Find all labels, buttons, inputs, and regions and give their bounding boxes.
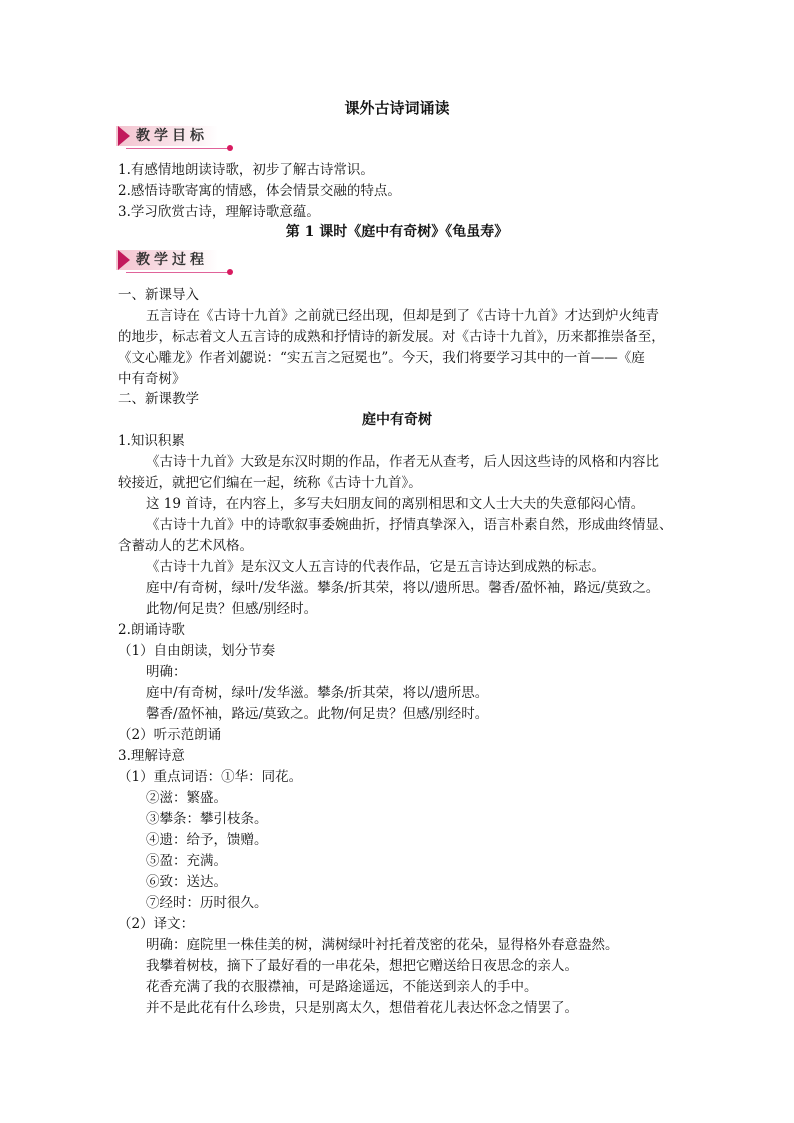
banner-label: 教学过程 [136,252,208,268]
banner-label: 教学目标 [136,128,208,144]
paragraph-line: 中有奇树》 [118,371,186,387]
translation-line: 并不是此花有什么珍贵，只是别离太久，想借着花儿表达怀念之情罢了。 [146,1000,578,1016]
paragraph-line: 《古诗十九首》是东汉文人五言诗的代表作品，它是五言诗达到成熟的标志。 [146,559,605,575]
list-item: （2）译文： [118,916,195,932]
teaching-process-banner [116,248,232,274]
teaching-goals-banner [116,124,232,150]
subsection-heading: 3.理解诗意 [118,748,185,764]
page-title: 课外古诗词诵读 [344,99,450,117]
translation-line: 我攀着树枝，摘下了最好看的一串花朵，想把它赠送给日夜思念的亲人。 [146,958,578,974]
word-definition: ②滋：繁盛。 [146,790,227,806]
list-item: （1）自由朗读，划分节奏 [118,643,276,659]
poem-line: 馨香/盈怀袖，路远/莫致之。此物/何足贵？但感/别经时。 [146,706,489,722]
banner-triangle-icon [118,250,130,270]
poem-line: 庭中/有奇树，绿叶/发华滋。攀条/折其荣，将以/遗所思。馨香/盈怀袖，路远/莫致之。 [146,580,660,596]
poem-title: 庭中有奇树 [362,412,432,428]
poem-line: 此物/何足贵？但感/别经时。 [146,601,318,617]
word-definition: ⑦经时：历时很久。 [146,895,268,911]
section-heading: 二、新课教学 [118,391,199,407]
word-definition: ③攀条：攀引枝条。 [146,811,268,827]
list-item: （2）听示范朗诵 [118,727,222,743]
paragraph-line: 的地步，标志着文人五言诗的成熟和抒情诗的新发展。对《古诗十九首》，历来都推崇备至， [118,329,665,345]
banner-underline [126,148,230,149]
section-heading: 一、新课导入 [118,287,199,303]
poem-line: 庭中/有奇树，绿叶/发华滋。攀条/折其荣，将以/遗所思。 [146,685,489,701]
banner-dot-icon [227,269,233,275]
paragraph-line: 含蓄动人的艺术风格。 [118,538,253,554]
lesson-heading: 第 1 课时《庭中有奇树》《龟虽寿》 [285,224,509,240]
list-item: （1）重点词语：①华：同花。 [118,769,303,785]
subsection-heading: 1.知识积累 [118,433,185,449]
goal-item: 3.学习欣赏古诗，理解诗歌意蕴。 [118,204,320,220]
paragraph-line: 这 19 首诗，在内容上，多写夫妇朋友间的离别相思和文人士大夫的失意郁闷心情。 [146,496,645,512]
word-definition: ⑤盈：充满。 [146,853,227,869]
paragraph-line: 《古诗十九首》大致是东汉时期的作品，作者无从查考，后人因这些诗的风格和内容比 [146,454,659,470]
paragraph-line: 《古诗十九首》中的诗歌叙事委婉曲折，抒情真挚深入，语言朴素自然，形成曲终情显、 [146,517,673,533]
paragraph-line: 《文心雕龙》作者刘勰说：“实五言之冠冕也”。今天，我们将要学习其中的一首——《庭 [118,350,645,366]
word-definition: ⑥致：送达。 [146,874,227,890]
paragraph-line: 较接近，就把它们编在一起，统称《古诗十九首》。 [118,475,422,491]
goal-item: 2.感悟诗歌寄寓的情感，体会情景交融的特点。 [118,183,401,199]
answer-label: 明确： [146,664,187,680]
goal-item: 1.有感情地朗读诗歌，初步了解古诗常识。 [118,162,374,178]
banner-underline [126,272,230,273]
banner-dot-icon [227,145,233,151]
word-definition: ④遗：给予，馈赠。 [146,832,268,848]
subsection-heading: 2.朗诵诗歌 [118,622,185,638]
paragraph-line: 五言诗在《古诗十九首》之前就已经出现，但却是到了《古诗十九首》才达到炉火纯青 [146,308,659,324]
banner-triangle-icon [118,126,130,146]
translation-line: 明确：庭院里一株佳美的树，满树绿叶衬托着茂密的花朵，显得格外春意盎然。 [146,937,619,953]
translation-line: 花香充满了我的衣服襟袖，可是路途遥远，不能送到亲人的手中。 [146,979,538,995]
